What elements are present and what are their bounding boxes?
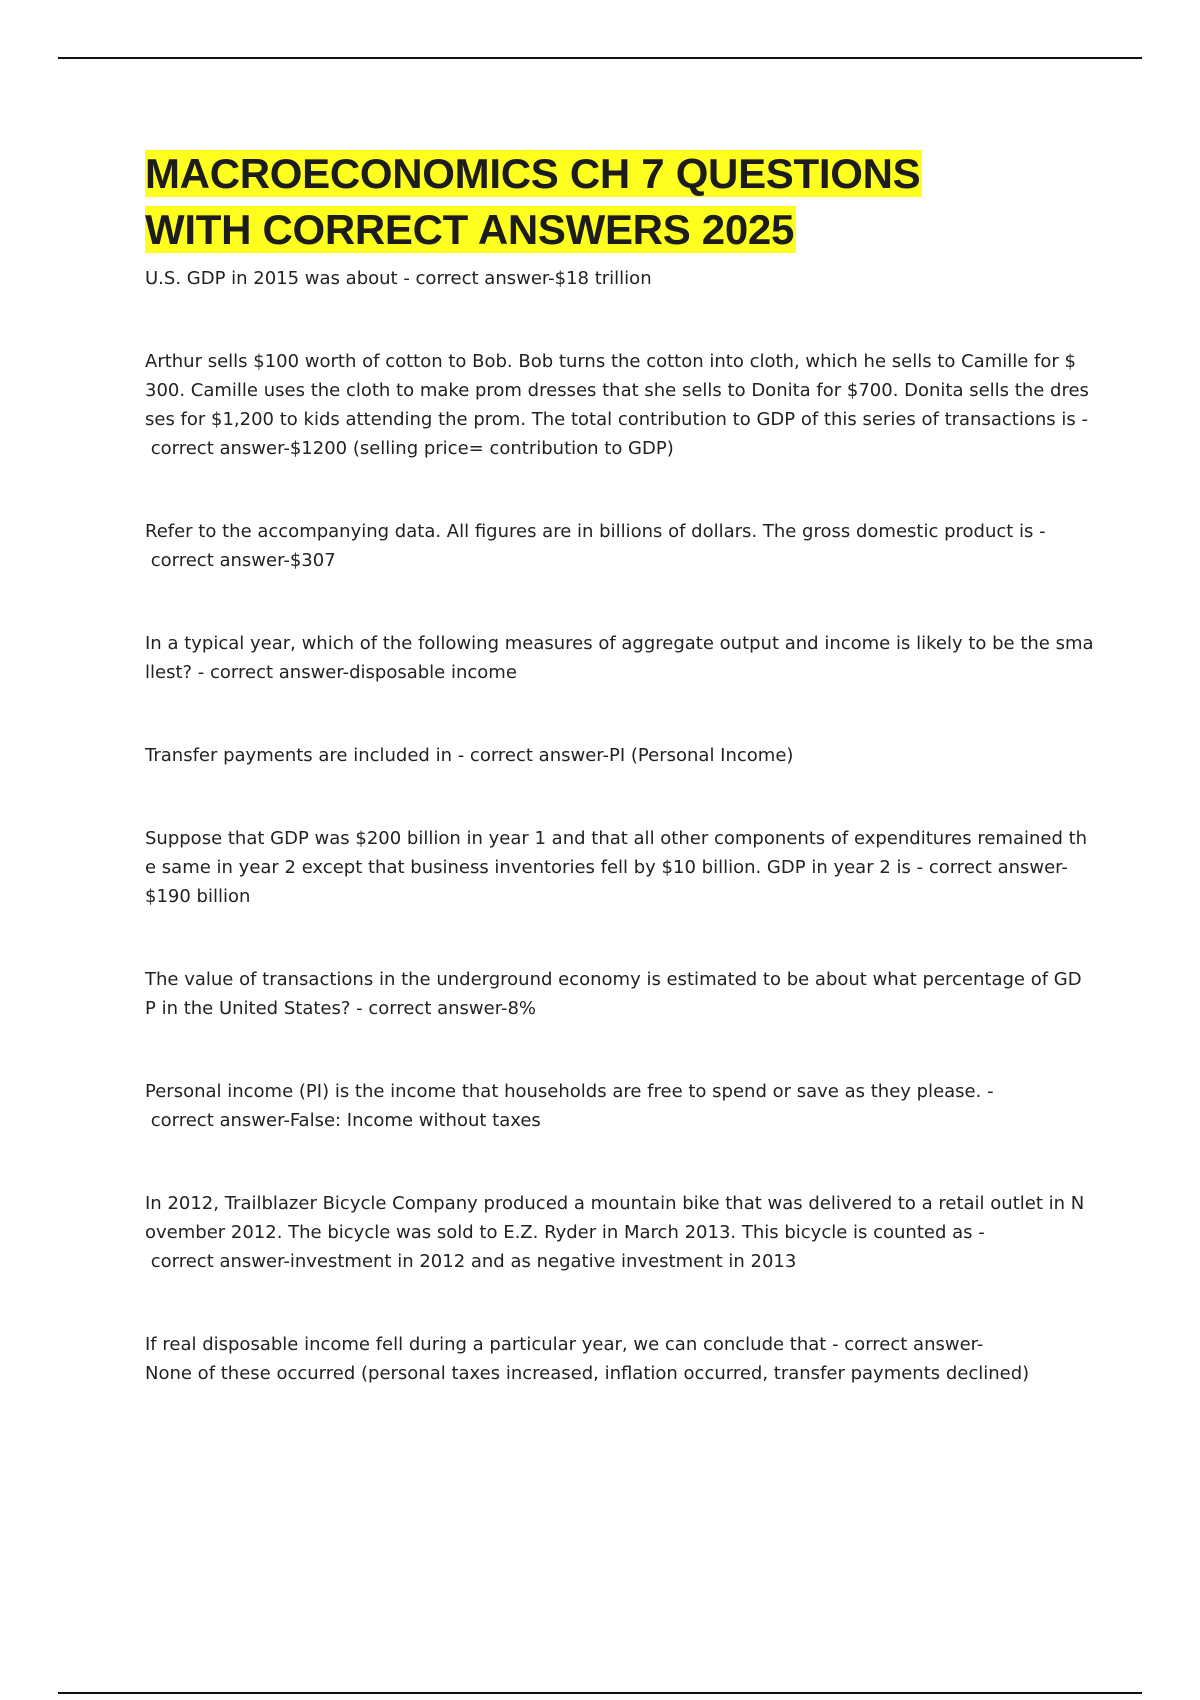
qa-line: correct answer-investment in 2012 and as negative investment in 2013 xyxy=(145,1251,797,1272)
qa-line: llest? - correct answer-disposable income xyxy=(145,662,517,683)
qa-line: 300. Camille uses the cloth to make prom dresses that she sells to Donita for $700. Donita sells the dres xyxy=(145,380,1089,401)
qa-line: correct answer-$1200 (selling price= contribution to GDP) xyxy=(145,438,674,459)
page-bottom-rule xyxy=(58,1692,1142,1694)
qa-item xyxy=(145,1077,1095,1135)
qa-line: None of these occurred (personal taxes increased, inflation occurred, transfer payments declined) xyxy=(145,1363,1030,1384)
qa-line: U.S. GDP in 2015 was about - correct answer-$18 trillion xyxy=(145,268,652,289)
qa-line: ses for $1,200 to kids attending the prom. The total contribution to GDP of this series of transactions is - xyxy=(145,409,1088,430)
qa-line: In 2012, Trailblazer Bicycle Company produced a mountain bike that was delivered to a retail outlet in N xyxy=(145,1193,1085,1214)
qa-item xyxy=(145,1189,1095,1276)
qa-line: Transfer payments are included in - correct answer-PI (Personal Income) xyxy=(145,745,794,766)
document-content xyxy=(145,146,1095,1388)
title-line-1: MACROECONOMICS CH 7 QUESTIONS xyxy=(145,150,921,197)
qa-line: If real disposable income fell during a particular year, we can conclude that - correct answer- xyxy=(145,1334,984,1355)
qa-item xyxy=(145,965,1095,1023)
title-line-2: WITH CORRECT ANSWERS 2025 xyxy=(145,206,795,253)
qa-item xyxy=(145,1330,1095,1388)
qa-line: Suppose that GDP was $200 billion in year 1 and that all other components of expenditures remained th xyxy=(145,828,1088,849)
qa-item xyxy=(145,824,1095,911)
qa-line: e same in year 2 except that business inventories fell by $10 billion. GDP in year 2 is - correct answer- xyxy=(145,857,1068,878)
qa-line: Personal income (PI) is the income that households are free to spend or save as they please. - xyxy=(145,1081,994,1102)
qa-item xyxy=(145,264,1095,293)
qa-line: In a typical year, which of the following measures of aggregate output and income is likely to be the sma xyxy=(145,633,1094,654)
page-top-rule xyxy=(58,57,1142,59)
qa-item xyxy=(145,347,1095,463)
qa-line: ovember 2012. The bicycle was sold to E.Z. Ryder in March 2013. This bicycle is counted as - xyxy=(145,1222,985,1243)
qa-line: Arthur sells $100 worth of cotton to Bob. Bob turns the cotton into cloth, which he sells to Camille for $ xyxy=(145,351,1076,372)
qa-item xyxy=(145,629,1095,687)
qa-line: $190 billion xyxy=(145,886,251,907)
qa-line: correct answer-False: Income without taxes xyxy=(145,1110,541,1131)
qa-item xyxy=(145,517,1095,575)
qa-list xyxy=(145,264,1095,1388)
document-title xyxy=(145,146,1095,258)
qa-line: P in the United States? - correct answer-8% xyxy=(145,998,537,1019)
qa-line: Refer to the accompanying data. All figures are in billions of dollars. The gross domestic product is - xyxy=(145,521,1046,542)
qa-line: correct answer-$307 xyxy=(145,550,336,571)
qa-line: The value of transactions in the underground economy is estimated to be about what percentage of GD xyxy=(145,969,1082,990)
qa-item xyxy=(145,741,1095,770)
